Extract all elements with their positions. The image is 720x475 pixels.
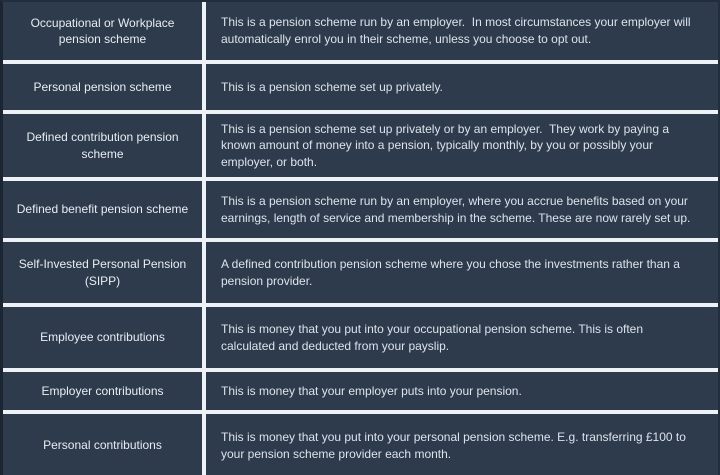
definition-cell <box>206 242 718 303</box>
term-text: Employer contributions <box>41 383 164 398</box>
table-row <box>3 2 718 64</box>
definition-cell <box>206 114 718 177</box>
table-row <box>3 64 718 114</box>
table-row <box>3 114 718 181</box>
table-row <box>3 414 718 475</box>
term-text: Defined contribution pension scheme <box>26 130 179 161</box>
term-cell <box>3 307 206 368</box>
definition-text: This is money that you put into your occupational pension scheme. This is often calculated and deducted from your payslip. <box>221 321 647 353</box>
table-row <box>3 372 718 414</box>
term-text: Occupational or Workplace pension scheme <box>30 15 175 46</box>
definition-text: This is a pension scheme set up privately or by an employer. They work by paying a known amount of money into a pension, typically monthly, by you or possibly your employer, or both. <box>221 121 673 169</box>
term-cell <box>3 64 206 110</box>
term-text: Employee contributions <box>40 330 165 345</box>
term-text: Defined benefit pension scheme <box>16 202 189 217</box>
term-text: Personal contributions <box>43 438 162 453</box>
term-cell <box>3 2 206 60</box>
table-row <box>3 181 718 242</box>
definition-cell <box>206 2 718 60</box>
definition-cell <box>206 181 718 238</box>
term-cell <box>3 242 206 303</box>
definition-text: This is a pension scheme run by an employer. In most circumstances your employer will automatically enrol you in their scheme, unless you choose to opt out. <box>221 15 694 46</box>
definition-text: This is a pension scheme set up privately. <box>221 79 443 94</box>
term-cell <box>3 372 206 410</box>
term-cell <box>3 114 206 177</box>
definition-cell <box>206 372 718 410</box>
term-text: Personal pension scheme <box>33 79 172 94</box>
definition-cell <box>206 414 718 475</box>
term-cell <box>3 414 206 475</box>
definition-text: A defined contribution pension scheme where you chose the investments rather than a pension provider. <box>221 256 684 288</box>
table-row <box>3 307 718 372</box>
definition-text: This is money that you put into your personal pension scheme. E.g. transferring £100 to your pension scheme provider each month. <box>221 429 690 461</box>
definition-text: This is a pension scheme run by an employer, where you accrue benefits based on your earnings, length of service and membership in the scheme. These are now rarely set up. <box>221 193 692 225</box>
table-row <box>3 242 718 307</box>
definition-cell <box>206 307 718 368</box>
term-text: Self-Invested Personal Pension (SIPP) <box>18 257 187 288</box>
definition-text: This is money that your employer puts into your pension. <box>221 383 522 398</box>
term-cell <box>3 181 206 238</box>
definition-cell <box>206 64 718 110</box>
